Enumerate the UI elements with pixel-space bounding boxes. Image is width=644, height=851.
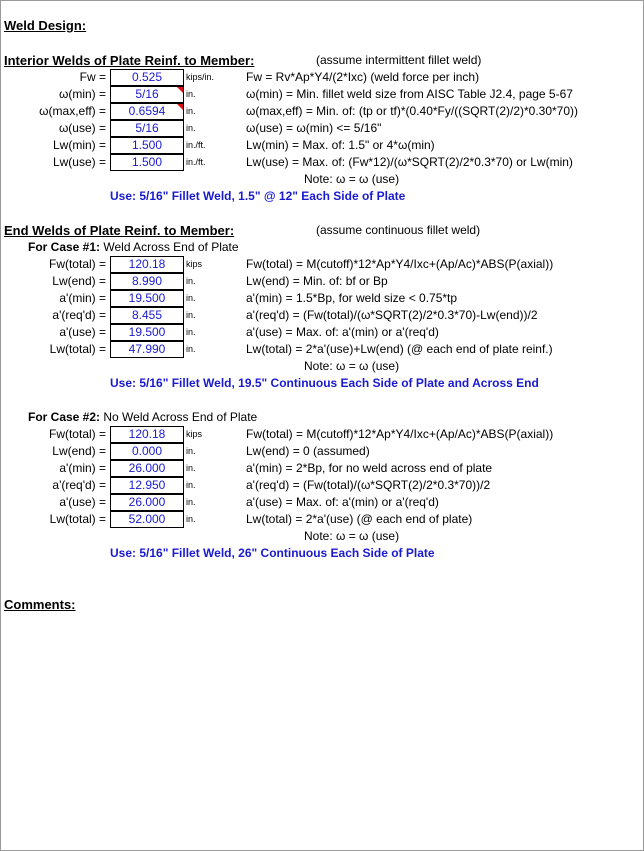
unit-label: in. xyxy=(186,344,196,354)
formula-text: a'(use) = Max. of: a'(min) or a'(req'd) xyxy=(246,325,439,339)
unit-label: kips xyxy=(186,429,203,439)
row-label: a'(req'd) = xyxy=(52,308,106,322)
formula-text: Fw(total) = M(cutoff)*12*Ap*Y4/Ixc+(Ap/Ac)*ABS(P(axial)) xyxy=(246,257,554,271)
case2-footnote: Note: ω = ω (use) xyxy=(304,529,400,543)
unit-label: in. xyxy=(186,276,196,286)
value-cell[interactable]: 0.6594 xyxy=(110,103,184,120)
row-label: Fw = xyxy=(79,70,106,84)
unit-label: in./ft. xyxy=(186,140,206,150)
row-label: Fw(total) = xyxy=(48,427,106,441)
unit-label: in. xyxy=(186,514,196,524)
formula-text: a'(req'd) = (Fw(total)/(ω*SQRT(2)/2*0.3*70)-Lw(end))/2 xyxy=(246,308,538,322)
case1-use: Use: 5/16" Fillet Weld, 19.5" Continuous Each Side of Plate and Across End xyxy=(110,376,539,390)
case1-desc: Weld Across End of Plate xyxy=(103,240,239,254)
formula-text: Fw(total) = M(cutoff)*12*Ap*Y4/Ixc+(Ap/Ac)*ABS(P(axial)) xyxy=(246,427,554,441)
unit-label: in. xyxy=(186,293,196,303)
unit-label: in./ft. xyxy=(186,157,206,167)
row-label: Fw(total) = xyxy=(48,257,106,271)
formula-text: Lw(total) = 2*a'(use)+Lw(end) (@ each end of plate reinf.) xyxy=(246,342,553,356)
formula-text: ω(use) = ω(min) <= 5/16" xyxy=(246,121,382,135)
formula-text: a'(min) = 1.5*Bp, for weld size < 0.75*tp xyxy=(246,291,458,305)
value-cell[interactable]: 47.990 xyxy=(110,341,184,358)
page-title: Weld Design: xyxy=(4,18,87,33)
row-label: ω(use) = xyxy=(58,121,106,135)
value-cell[interactable]: 12.950 xyxy=(110,477,184,494)
unit-label: in. xyxy=(186,480,196,490)
formula-text: ω(min) = Min. fillet weld size from AISC Table J2.4, page 5-67 xyxy=(246,87,573,101)
interior-note: (assume intermittent fillet weld) xyxy=(316,53,482,67)
formula-text: Lw(use) = Max. of: (Fw*12)/(ω*SQRT(2)/2*0.3*70) or Lw(min) xyxy=(246,155,573,169)
value-cell[interactable]: 5/16 xyxy=(110,86,184,103)
formula-text: a'(req'd) = (Fw(total)/(ω*SQRT(2)/2*0.3*70))/2 xyxy=(246,478,491,492)
value-cell[interactable]: 26.000 xyxy=(110,460,184,477)
interior-use: Use: 5/16" Fillet Weld, 1.5" @ 12" Each Side of Plate xyxy=(110,189,406,203)
case1-title xyxy=(28,240,239,254)
value-cell[interactable]: 52.000 xyxy=(110,511,184,528)
value-cell[interactable]: 19.500 xyxy=(110,290,184,307)
unit-label: in. xyxy=(186,123,196,133)
formula-text: Lw(end) = 0 (assumed) xyxy=(246,444,370,458)
case2-use: Use: 5/16" Fillet Weld, 26" Continuous Each Side of Plate xyxy=(110,546,435,560)
value-cell[interactable]: 5/16 xyxy=(110,120,184,137)
value-cell[interactable]: 1.500 xyxy=(110,137,184,154)
formula-text: Lw(min) = Max. of: 1.5" or 4*ω(min) xyxy=(246,138,435,152)
case2-label: For Case #2: xyxy=(28,410,101,424)
row-label: a'(min) = xyxy=(59,461,106,475)
unit-label: in. xyxy=(186,497,196,507)
value-cell[interactable]: 0.525 xyxy=(110,69,184,86)
row-label: a'(req'd) = xyxy=(52,478,106,492)
row-label: Lw(min) = xyxy=(52,138,106,152)
formula-text: Lw(end) = Min. of: bf or Bp xyxy=(246,274,388,288)
formula-text: Lw(total) = 2*a'(use) (@ each end of plate) xyxy=(246,512,473,526)
unit-label: in. xyxy=(186,106,196,116)
end-note: (assume continuous fillet weld) xyxy=(316,223,481,237)
unit-label: in. xyxy=(186,446,196,456)
unit-label: in. xyxy=(186,327,196,337)
row-label: a'(min) = xyxy=(59,291,106,305)
unit-label: in. xyxy=(186,310,196,320)
row-label: Lw(end) = xyxy=(52,274,106,288)
formula-text: ω(max,eff) = Min. of: (tp or tf)*(0.40*Fy/((SQRT(2)/2)*0.30*70)) xyxy=(246,104,579,118)
value-cell[interactable]: 1.500 xyxy=(110,154,184,171)
end-header: End Welds of Plate Reinf. to Member: xyxy=(4,223,235,238)
value-cell[interactable]: 26.000 xyxy=(110,494,184,511)
formula-text: a'(min) = 2*Bp, for no weld across end of plate xyxy=(246,461,493,475)
unit-label: kips/in. xyxy=(186,72,215,82)
value-cell[interactable]: 120.18 xyxy=(110,426,184,443)
row-label: Lw(total) = xyxy=(49,342,106,356)
interior-header: Interior Welds of Plate Reinf. to Member: xyxy=(4,53,255,68)
value-cell[interactable]: 120.18 xyxy=(110,256,184,273)
unit-label: in. xyxy=(186,89,196,99)
row-label: Lw(use) = xyxy=(52,155,106,169)
interior-footnote: Note: ω = ω (use) xyxy=(304,172,400,186)
unit-label: kips xyxy=(186,259,203,269)
row-label: Lw(end) = xyxy=(52,444,106,458)
case2-title xyxy=(28,410,257,424)
case2-desc: No Weld Across End of Plate xyxy=(103,410,258,424)
row-label: Lw(total) = xyxy=(49,512,106,526)
formula-text: a'(use) = Max. of: a'(min) or a'(req'd) xyxy=(246,495,439,509)
row-label: a'(use) = xyxy=(59,325,106,339)
value-cell[interactable]: 0.000 xyxy=(110,443,184,460)
value-cell[interactable]: 8.455 xyxy=(110,307,184,324)
formula-text: Fw = Rv*Ap*Y4/(2*Ixc) (weld force per inch) xyxy=(246,70,480,84)
row-label: ω(max,eff) = xyxy=(39,104,106,118)
row-label: a'(use) = xyxy=(59,495,106,509)
case1-footnote: Note: ω = ω (use) xyxy=(304,359,400,373)
comments-header: Comments: xyxy=(4,597,76,612)
unit-label: in. xyxy=(186,463,196,473)
row-label: ω(min) = xyxy=(58,87,106,101)
value-cell[interactable]: 19.500 xyxy=(110,324,184,341)
case1-label: For Case #1: xyxy=(28,240,101,254)
value-cell[interactable]: 8.990 xyxy=(110,273,184,290)
